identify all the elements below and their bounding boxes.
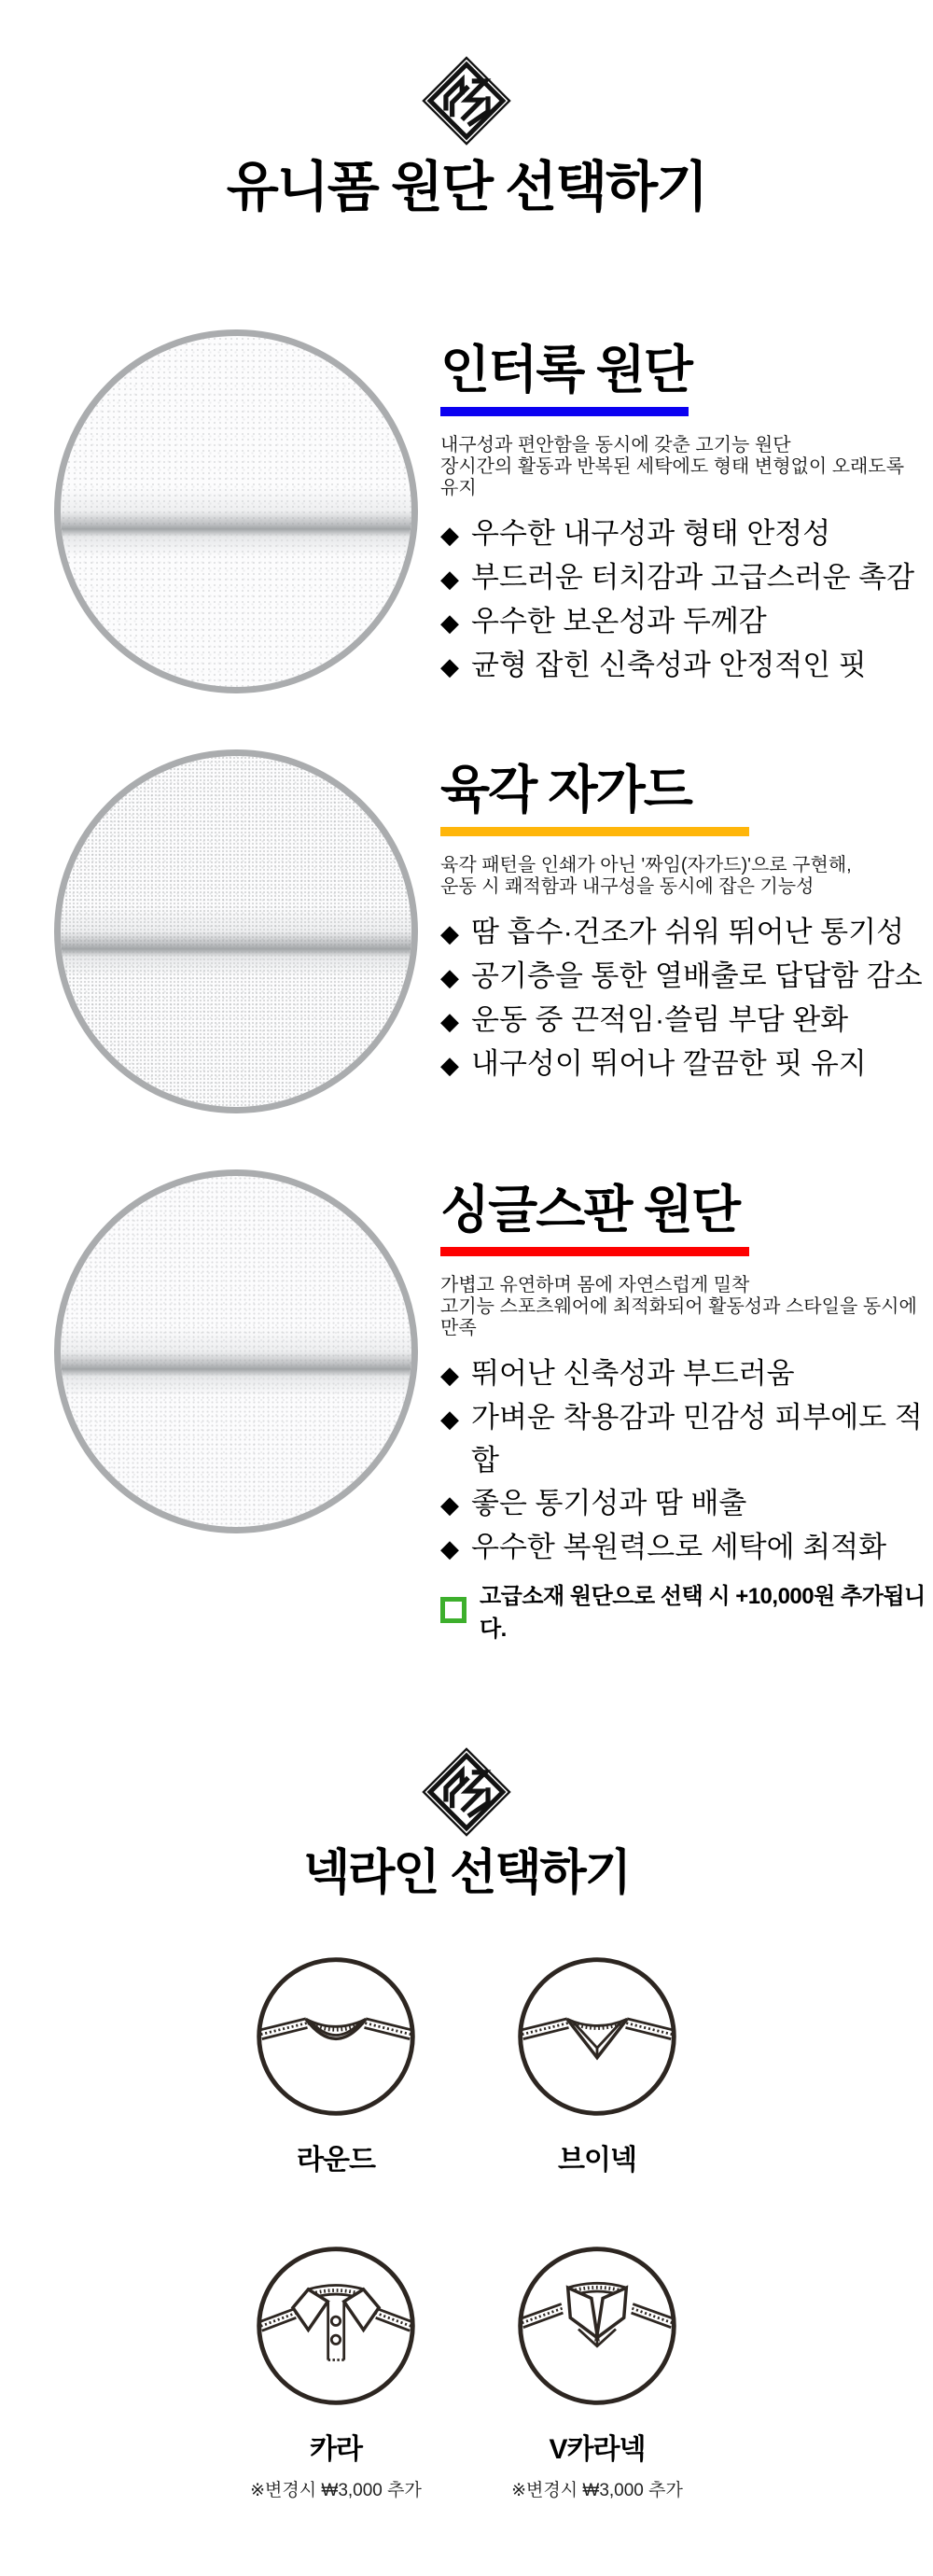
fabric-description-line: 육각 패턴을 인쇄가 아닌 '짜임(자가드)'으로 구현해, <box>440 854 852 875</box>
fabric-feature <box>440 644 926 688</box>
fabric-feature <box>440 1396 926 1482</box>
fabric-feature-list <box>440 1352 926 1570</box>
fabric-feature-text: 땀 흡수·건조가 쉬워 뛰어난 통기성 <box>471 915 905 948</box>
neckline-section-header <box>0 1747 933 1902</box>
fabric-info <box>440 1169 926 1643</box>
neckline-option <box>466 2245 728 2501</box>
premium-fabric-notice <box>440 1577 926 1643</box>
page-bottom-spacer <box>0 2501 933 2576</box>
fabric-feature-text: 균형 잡힌 신축성과 안정적인 핏 <box>471 648 867 681</box>
fabric-description-line: 운동 시 쾌적함과 내구성을 동시에 잡은 기능성 <box>440 875 815 897</box>
fabric-description-line: 가볍고 유연하며 몸에 자연스럽게 밀착 <box>440 1274 750 1295</box>
v-neck-icon <box>516 1955 678 2118</box>
fabric-item <box>0 329 933 693</box>
accent-underline <box>440 827 749 836</box>
accent-underline <box>440 1247 749 1256</box>
diamond-bullet-icon: ◆ <box>440 651 459 680</box>
neckline-options <box>0 1955 933 2501</box>
fabric-feature <box>440 600 926 644</box>
fabric-name: 싱글스판 원단 <box>440 1180 740 1239</box>
fabric-feature <box>440 1352 926 1396</box>
diamond-bullet-icon: ◆ <box>440 918 459 947</box>
diamond-bullet-icon: ◆ <box>440 608 459 637</box>
diamond-bullet-icon: ◆ <box>440 1360 459 1389</box>
fabric-feature <box>440 512 926 556</box>
neckline-section-title: 넥라인 선택하기 <box>302 1845 631 1900</box>
fabric-feature <box>440 1043 926 1086</box>
fabric-description <box>440 1275 926 1339</box>
interlock-fabric-photo <box>54 329 418 693</box>
neckline-option <box>466 1955 728 2177</box>
fabric-feature-text: 가벼운 착용감과 민감성 피부에도 적합 <box>471 1400 923 1477</box>
fabric-feature <box>440 1482 926 1526</box>
diamond-bullet-icon: ◆ <box>440 1533 459 1562</box>
fabric-feature <box>440 999 926 1043</box>
fabric-feature <box>440 911 926 955</box>
fabric-section-header <box>0 0 933 219</box>
diamond-bullet-icon: ◆ <box>440 520 459 549</box>
checkbox-icon <box>440 1597 466 1623</box>
neckline-option-label: 카라 <box>310 2434 362 2466</box>
fabric-feature <box>440 1526 926 1570</box>
fabric-item <box>0 749 933 1113</box>
neckline-option <box>205 1955 466 2177</box>
diamond-bullet-icon: ◆ <box>440 1490 459 1519</box>
fabric-feature-text: 부드러운 터치감과 고급스러운 촉감 <box>471 560 915 594</box>
fabric-feature-text: 좋은 통기성과 땀 배출 <box>471 1486 747 1519</box>
hex-jacquard-fabric-photo <box>54 749 418 1113</box>
neckline-option-price-note: ※변경시 ₩3,000 추가 <box>511 2481 683 2501</box>
diamond-bullet-icon: ◆ <box>440 1404 459 1433</box>
neckline-option-label: 브이넥 <box>558 2145 636 2177</box>
fabric-feature-text: 우수한 보온성과 두께감 <box>471 604 767 637</box>
fabric-description-line: 고기능 스포츠웨어에 최적화되어 활동성과 스타일을 동시에 만족 <box>440 1295 917 1338</box>
fabric-feature <box>440 556 926 600</box>
fabric-feature <box>440 955 926 999</box>
fabric-feature-text: 공기층을 통한 열배출로 답답함 감소 <box>471 959 923 992</box>
round-neck-icon <box>255 1955 417 2118</box>
fabric-item <box>0 1169 933 1643</box>
fabric-section-title: 유니폼 원단 선택하기 <box>226 157 707 217</box>
premium-fabric-notice-text: 고급소재 원단으로 선택 시 +10,000원 추가됩니다. <box>480 1583 926 1642</box>
fabric-description <box>440 435 926 499</box>
neckline-option-price-note: ※변경시 ₩3,000 추가 <box>250 2481 422 2501</box>
diamond-bullet-icon: ◆ <box>440 1006 459 1035</box>
single-span-fabric-photo <box>54 1169 418 1533</box>
brand-diamond-monogram-icon <box>422 56 511 146</box>
neckline-option <box>205 2245 466 2501</box>
fabric-name: 육각 자가드 <box>440 760 691 819</box>
diamond-bullet-icon: ◆ <box>440 962 459 991</box>
fabric-feature-list <box>440 512 926 688</box>
diamond-bullet-icon: ◆ <box>440 564 459 593</box>
fabric-feature-text: 우수한 내구성과 형태 안정성 <box>471 516 831 550</box>
fabric-description <box>440 855 926 898</box>
accent-underline <box>440 407 689 416</box>
fabric-description-line: 장시간의 활동과 반복된 세탁에도 형태 변형없이 오래도록 유지 <box>440 455 905 498</box>
fabric-feature-text: 우수한 복원력으로 세탁에 최적화 <box>471 1530 887 1563</box>
neckline-option-label: 라운드 <box>297 2145 375 2177</box>
v-collar-neck-icon <box>516 2245 678 2407</box>
fabric-info <box>440 749 926 1086</box>
fabric-feature-text: 운동 중 끈적임·쓸림 부담 완화 <box>471 1002 849 1036</box>
fabric-name: 인터록 원단 <box>440 340 691 399</box>
fabric-info <box>440 329 926 688</box>
brand-diamond-monogram-icon <box>422 1747 511 1837</box>
diamond-bullet-icon: ◆ <box>440 1050 459 1079</box>
fabric-list <box>0 329 933 1643</box>
neckline-option-label: V카라넥 <box>549 2434 646 2466</box>
collar-neck-icon <box>255 2245 417 2407</box>
fabric-feature-list <box>440 911 926 1086</box>
fabric-feature-text: 내구성이 뛰어나 깔끔한 핏 유지 <box>471 1046 867 1080</box>
fabric-description-line: 내구성과 편안함을 동시에 갖춘 고기능 원단 <box>440 434 791 455</box>
fabric-feature-text: 뛰어난 신축성과 부드러움 <box>471 1356 795 1390</box>
